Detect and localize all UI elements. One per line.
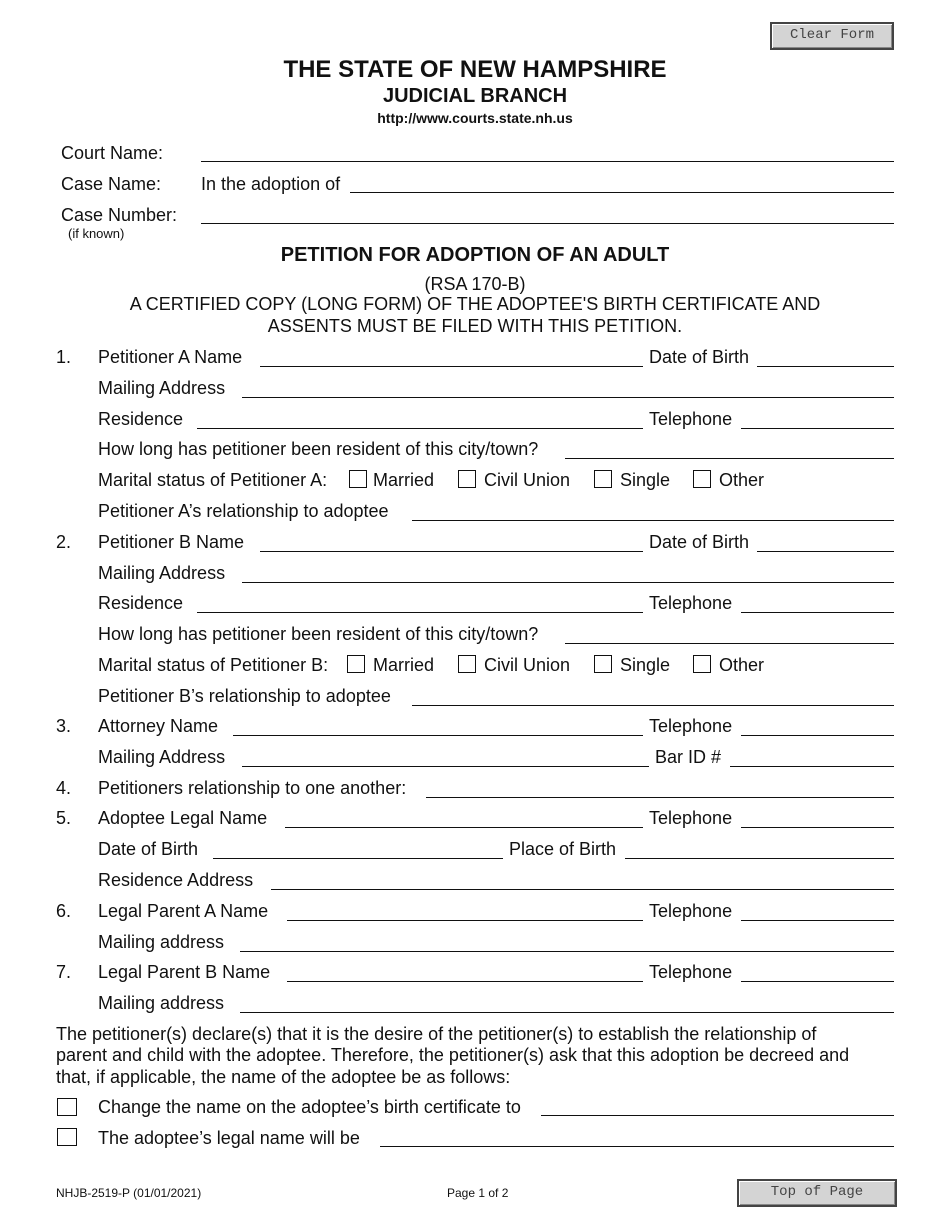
petitioner-a-civil-union-label: Civil Union [484,470,571,490]
notice-line-2: ASSENTS MUST BE FILED WITH THIS PETITION. [267,316,683,336]
petitioner-a-married-checkbox[interactable] [349,470,367,488]
legal-name-line [380,1146,894,1147]
petitioner-b-name-field[interactable] [260,530,643,552]
petitioner-a-telephone-label: Telephone [649,409,733,429]
petitioner-b-dob-line [757,551,894,552]
declaration-line-1: The petitioner(s) declare(s) that it is the desire of the petitioner(s) to establish the relationship of [56,1024,817,1044]
parent-b-telephone-line [741,981,894,982]
attorney-name-line [233,735,643,736]
petitioner-b-residence-field[interactable] [197,591,643,613]
petitioner-a-relationship-line [412,520,894,521]
item-number-7: 7. [56,962,72,982]
case-number-line [201,223,894,224]
petitioner-a-mailing-line [242,397,894,398]
parent-b-name-field[interactable] [287,960,643,982]
attorney-name-field[interactable] [233,714,643,736]
petitioner-b-howlong-field[interactable] [565,622,894,644]
adoption-of-label: In the adoption of [201,174,341,194]
petitioner-b-other-label: Other [719,655,765,675]
rsa-reference: (RSA 170-B) [424,274,526,294]
petitioner-a-dob-line [757,366,894,367]
petitioner-b-married-checkbox[interactable] [347,655,365,673]
attorney-telephone-field[interactable] [741,714,894,736]
petitioner-a-residence-field[interactable] [197,407,643,429]
petitioner-a-telephone-field[interactable] [741,407,894,429]
attorney-name-label: Attorney Name [98,716,219,736]
petitioner-a-name-field[interactable] [260,345,643,367]
parent-a-name-line [287,920,643,921]
adoptee-telephone-field[interactable] [741,806,894,828]
attorney-mailing-label: Mailing Address [98,747,226,767]
parent-a-telephone-field[interactable] [741,899,894,921]
adoptee-pob-line [625,858,894,859]
if-known-note: (if known) [68,226,125,241]
state-title: THE STATE OF NEW HAMPSHIRE [283,56,667,83]
petitioner-a-name-label: Petitioner A Name [98,347,243,367]
petitioner-b-howlong-label: How long has petitioner been resident of this city/town? [98,624,539,644]
petitioner-b-civil-union-label: Civil Union [484,655,571,675]
petitioner-a-residence-line [197,428,643,429]
petitioner-b-residence-line [197,612,643,613]
adoptee-dob-field[interactable] [213,837,503,859]
attorney-telephone-label: Telephone [649,716,733,736]
petitioner-b-dob-field[interactable] [757,530,894,552]
clear-form-button[interactable]: Clear Form [770,22,894,50]
case-number-field[interactable] [201,203,894,225]
petitioner-b-telephone-line [741,612,894,613]
petitioner-b-residence-label: Residence [98,593,184,613]
change-name-checkbox[interactable] [57,1098,77,1116]
item-number-3: 3. [56,716,72,736]
petitioner-a-other-label: Other [719,470,765,490]
adoptee-residence-line [271,889,894,890]
legal-name-checkbox[interactable] [57,1128,77,1146]
petitioner-b-telephone-label: Telephone [649,593,733,613]
adoptee-telephone-label: Telephone [649,808,733,828]
adoptee-name-label: Adoptee Legal Name [98,808,268,828]
adoptee-residence-label: Residence Address [98,870,254,890]
parent-b-telephone-label: Telephone [649,962,733,982]
petitioner-b-mailing-field[interactable] [242,561,894,583]
petitioner-a-civil-union-checkbox[interactable] [458,470,476,488]
petitioner-b-other-checkbox[interactable] [693,655,711,673]
adoptee-name-field[interactable] [285,806,643,828]
petitioner-a-mailing-label: Mailing Address [98,378,226,398]
case-name-line [350,192,894,193]
petitioner-a-howlong-field[interactable] [565,437,894,459]
item-number-5: 5. [56,808,72,828]
adoptee-pob-field[interactable] [625,837,894,859]
notice-line-1: A CERTIFIED COPY (LONG FORM) OF THE ADOPTEE'S BIRTH CERTIFICATE AND [129,294,821,314]
adoptee-telephone-line [741,827,894,828]
case-name-label: Case Name: [61,174,162,194]
petitioner-b-name-label: Petitioner B Name [98,532,245,552]
petitioner-a-other-checkbox[interactable] [693,470,711,488]
petitioner-b-mailing-line [242,582,894,583]
petitioner-a-marital-label: Marital status of Petitioner A: [98,470,328,490]
petitioner-a-single-checkbox[interactable] [594,470,612,488]
adoptee-residence-field[interactable] [271,868,894,890]
item-number-1: 1. [56,347,72,367]
parent-b-telephone-field[interactable] [741,960,894,982]
change-name-line [541,1115,894,1116]
petitioner-b-telephone-field[interactable] [741,591,894,613]
petitioner-a-howlong-line [565,458,894,459]
declaration-line-3: that, if applicable, the name of the adoptee be as follows: [56,1067,511,1087]
petitioner-b-dob-label: Date of Birth [649,532,750,552]
petitioner-a-relationship-field[interactable] [412,499,894,521]
petitioner-b-married-label: Married [373,655,435,675]
petitioner-b-howlong-line [565,643,894,644]
change-name-label: Change the name on the adoptee’s birth certificate to [98,1097,521,1117]
parent-b-name-line [287,981,643,982]
court-name-label: Court Name: [61,143,164,163]
petitioner-a-mailing-field[interactable] [242,376,894,398]
top-of-page-button[interactable]: Top of Page [737,1179,897,1207]
petitioner-b-relationship-label: Petitioner B’s relationship to adoptee [98,686,391,706]
court-name-line [201,161,894,162]
petitioner-a-telephone-line [741,428,894,429]
attorney-bar-id-field[interactable] [730,745,894,767]
parent-a-mailing-field[interactable] [240,930,894,952]
petitioners-relationship-field[interactable] [426,776,894,798]
case-number-label: Case Number: [61,205,178,225]
parent-b-mailing-line [240,1012,894,1013]
petitioners-relationship-line [426,797,894,798]
attorney-bar-id-line [730,766,894,767]
case-name-field[interactable] [350,172,894,194]
petitioner-b-single-label: Single [620,655,671,675]
form-id: NHJB-2519-P (01/01/2021) [56,1186,202,1200]
item-number-2: 2. [56,532,72,552]
attorney-mailing-line [242,766,649,767]
legal-name-label: The adoptee’s legal name will be [98,1128,360,1148]
attorney-telephone-line [741,735,894,736]
change-name-field[interactable] [541,1095,894,1117]
petitioner-a-relationship-label: Petitioner A’s relationship to adoptee [98,501,389,521]
petitioner-a-howlong-label: How long has petitioner been resident of this city/town? [98,439,539,459]
petitioner-a-single-label: Single [620,470,671,490]
parent-a-telephone-line [741,920,894,921]
parent-a-name-field[interactable] [287,899,643,921]
parent-a-telephone-label: Telephone [649,901,733,921]
branch-title: JUDICIAL BRANCH [382,85,568,107]
petitioner-a-married-label: Married [373,470,435,490]
adoptee-dob-label: Date of Birth [98,839,199,859]
adoptee-name-line [285,827,643,828]
petitioner-b-name-line [260,551,643,552]
court-url: http://www.courts.state.nh.us [377,110,573,126]
petitioner-b-relationship-field[interactable] [412,684,894,706]
adoptee-pob-label: Place of Birth [509,839,617,859]
parent-b-name-label: Legal Parent B Name [98,962,271,982]
petitioner-b-civil-union-checkbox[interactable] [458,655,476,673]
court-name-field[interactable] [201,141,894,163]
item-number-6: 6. [56,901,72,921]
parent-a-mailing-label: Mailing address [98,932,225,952]
parent-b-mailing-label: Mailing address [98,993,225,1013]
declaration-line-2: parent and child with the adoptee. Therefore, the petitioner(s) ask that this adoption be decreed and [56,1045,850,1065]
petitioner-b-mailing-label: Mailing Address [98,563,226,583]
attorney-bar-id-label: Bar ID # [655,747,722,767]
legal-name-field[interactable] [380,1126,894,1148]
petitioner-a-dob-field[interactable] [757,345,894,367]
parent-a-mailing-line [240,951,894,952]
parent-b-mailing-field[interactable] [240,991,894,1013]
petitioner-b-single-checkbox[interactable] [594,655,612,673]
petitioner-b-marital-label: Marital status of Petitioner B: [98,655,329,675]
petitioner-a-dob-label: Date of Birth [649,347,750,367]
item-number-4: 4. [56,778,72,798]
petitioner-a-name-line [260,366,643,367]
petition-title: PETITION FOR ADOPTION OF AN ADULT [280,244,670,266]
petitioner-b-relationship-line [412,705,894,706]
petitioners-relationship-label: Petitioners relationship to one another: [98,778,407,798]
page-number: Page 1 of 2 [447,1186,509,1200]
parent-a-name-label: Legal Parent A Name [98,901,269,921]
adoptee-dob-line [213,858,503,859]
attorney-mailing-field[interactable] [242,745,649,767]
petitioner-a-residence-label: Residence [98,409,184,429]
